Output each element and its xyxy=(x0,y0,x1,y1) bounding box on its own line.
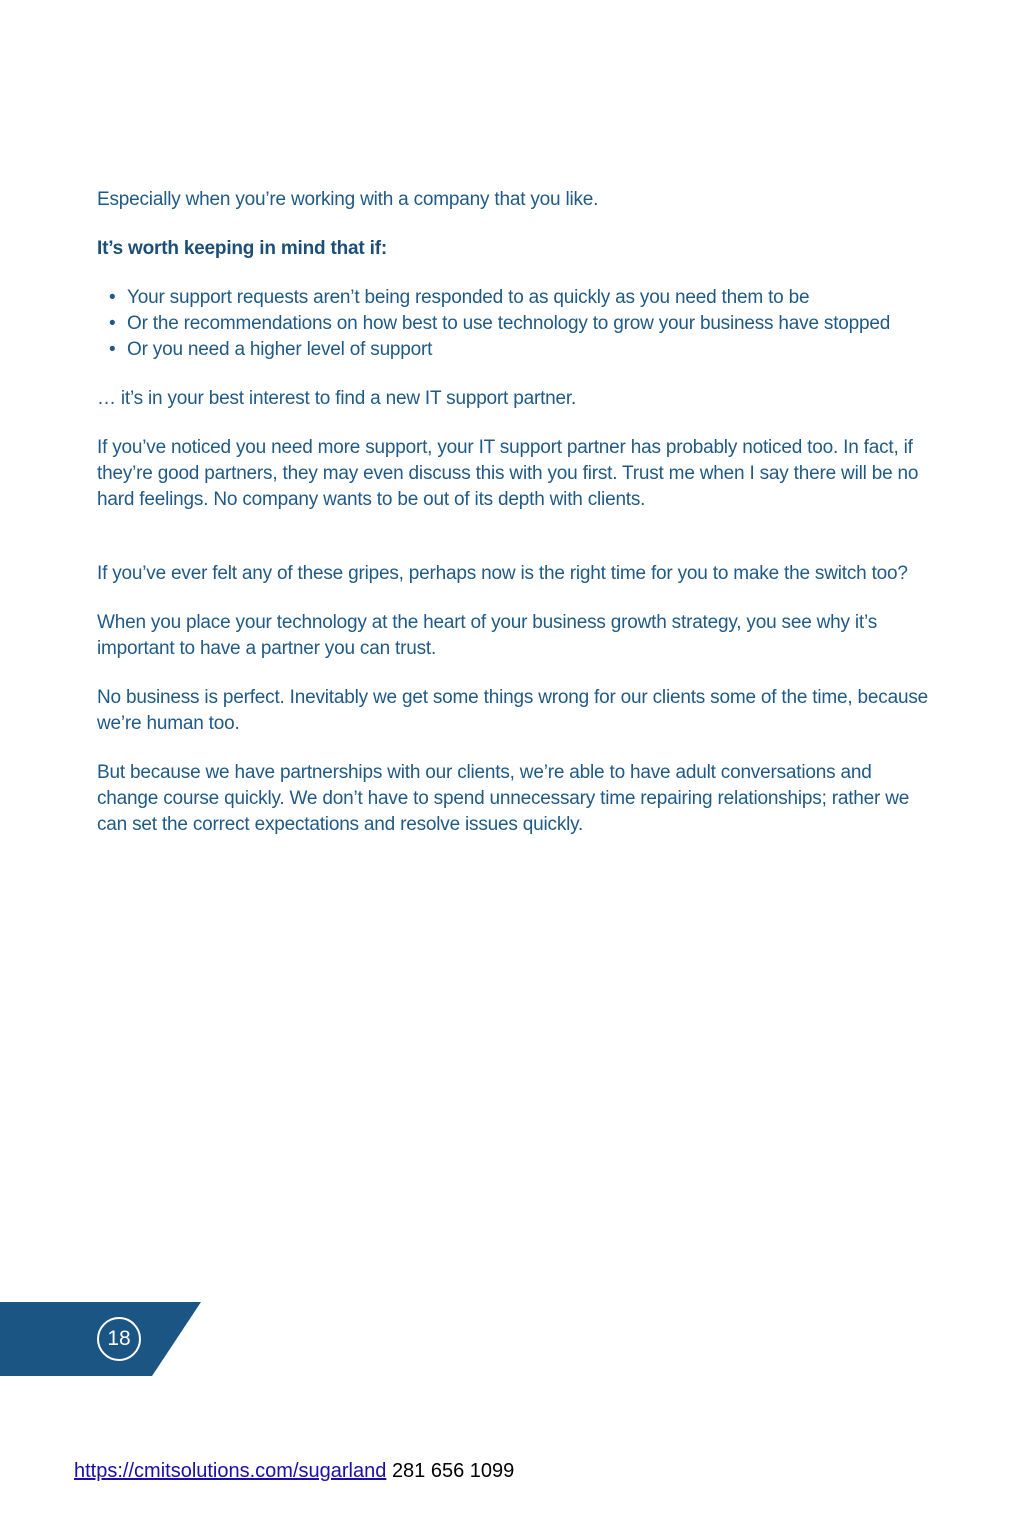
document-body xyxy=(97,187,937,861)
bullet-marker: • xyxy=(109,287,116,308)
footer xyxy=(74,1460,514,1483)
bullet-marker: • xyxy=(109,339,116,360)
bullet-list xyxy=(97,285,937,363)
list-item-text: Or you need a higher level of support xyxy=(127,339,433,360)
paragraph-intro: Especially when you’re working with a company that you like. xyxy=(97,189,599,210)
phone-number: 281 656 1099 xyxy=(391,1460,515,1482)
list-item xyxy=(97,337,937,363)
website-link[interactable]: https://cmitsolutions.com/sugarland xyxy=(74,1460,387,1482)
paragraph-perfect: No business is perfect. Inevitably we get some things wrong for our clients some of the time, because we’re human too. xyxy=(97,687,928,734)
paragraph-strategy: When you place your technology at the heart of your business growth strategy, you see why it’s important to have a partner you can trust. xyxy=(97,612,877,659)
page-number: 18 xyxy=(97,1317,141,1361)
paragraph-gripes: If you’ve ever felt any of these gripes, perhaps now is the right time for you to make the switch too? xyxy=(97,563,908,584)
list-item xyxy=(97,311,937,337)
subheading: It’s worth keeping in mind that if: xyxy=(97,238,387,259)
bullet-marker: • xyxy=(109,313,116,334)
list-item xyxy=(97,285,937,311)
list-item-text: Your support requests aren’t being responded to as quickly as you need them to be xyxy=(127,287,810,308)
paragraph-conclusion: … it’s in your best interest to find a new IT support partner. xyxy=(97,388,577,409)
paragraph-notice: If you’ve noticed you need more support, your IT support partner has probably noticed too. In fact, if they’re good partners, they may even discuss this with you first. Trust me when I say there will be no hard feelings. No company wants to be out of its depth with clients. xyxy=(97,437,919,510)
paragraph-partnerships: But because we have partnerships with our clients, we’re able to have adult conversations and change course quickly. We don’t have to spend unnecessary time repairing relationships; rather we can set the correct expectations and resolve issues quickly. xyxy=(97,762,910,835)
list-item-text: Or the recommendations on how best to use technology to grow your business have stopped xyxy=(127,313,891,334)
